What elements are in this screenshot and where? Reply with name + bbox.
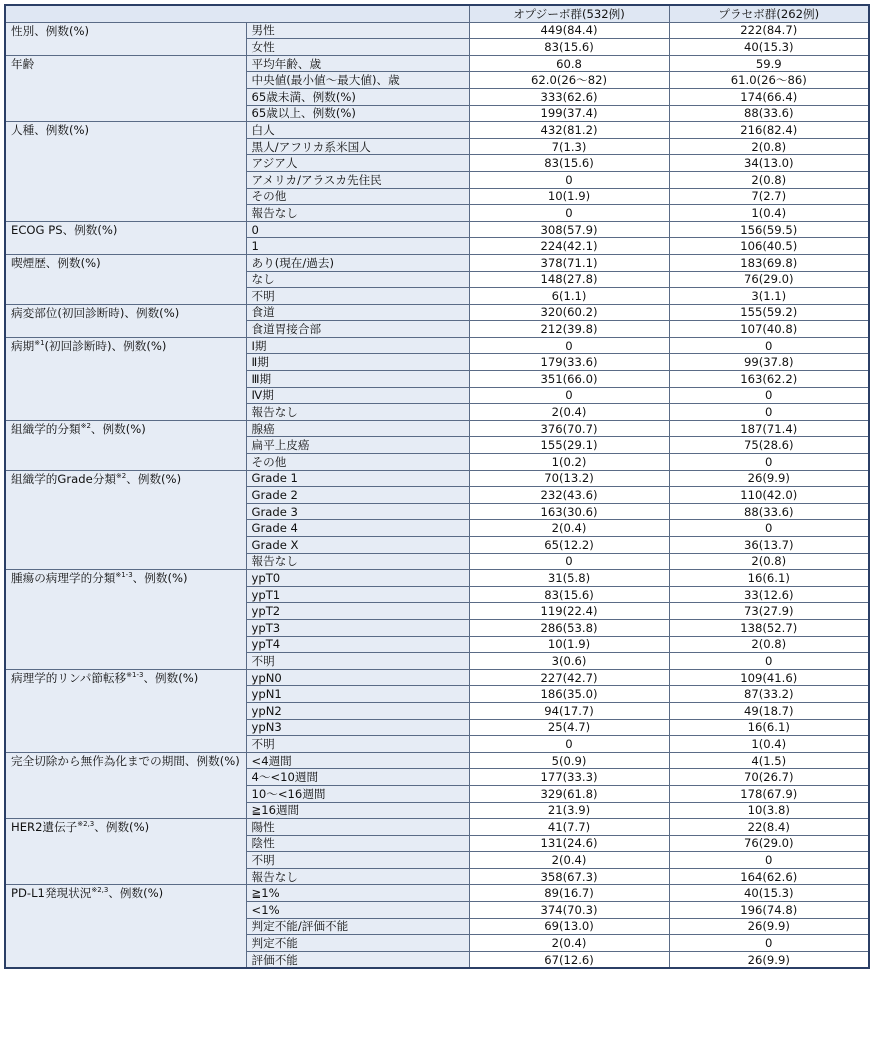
nivolumab-value: 432(81.2) — [469, 122, 669, 139]
subcategory-label: 報告なし — [246, 553, 469, 570]
nivolumab-value: 2(0.4) — [469, 852, 669, 869]
subcategory-label: 0 — [246, 221, 469, 238]
subcategory-label: Grade X — [246, 537, 469, 554]
category-label — [5, 254, 246, 304]
nivolumab-value: 0 — [469, 736, 669, 753]
placebo-value: 163(62.2) — [669, 371, 869, 388]
nivolumab-value: 60.8 — [469, 55, 669, 72]
category-label — [5, 470, 246, 570]
category-label — [5, 819, 246, 885]
category-label — [5, 570, 246, 670]
table-row — [5, 570, 869, 587]
subcategory-label: 白人 — [246, 122, 469, 139]
subcategory-label: 4〜<10週間 — [246, 769, 469, 786]
category-label-suffix: 、例数(%) — [143, 670, 199, 685]
placebo-value: 59.9 — [669, 55, 869, 72]
subcategory-label: なし — [246, 271, 469, 288]
footnote-marker: ※2 — [80, 421, 91, 430]
nivolumab-value: 329(61.8) — [469, 785, 669, 802]
category-label — [5, 885, 246, 968]
subcategory-label: Grade 4 — [246, 520, 469, 537]
nivolumab-value: 2(0.4) — [469, 520, 669, 537]
subcategory-label: 男性 — [246, 22, 469, 39]
subcategory-label: ypT2 — [246, 603, 469, 620]
category-label-text: 病理学的リンパ節転移 — [11, 670, 127, 685]
subcategory-label: ≧16週間 — [246, 802, 469, 819]
category-label-text: 病変部位(初回診断時)、例数(%) — [11, 305, 180, 320]
placebo-value: 2(0.8) — [669, 138, 869, 155]
subcategory-label: ypN3 — [246, 719, 469, 736]
placebo-value: 0 — [669, 454, 869, 471]
nivolumab-value: 41(7.7) — [469, 819, 669, 836]
subcategory-label: Grade 2 — [246, 487, 469, 504]
category-label — [5, 337, 246, 420]
placebo-value: 155(59.2) — [669, 304, 869, 321]
nivolumab-value: 199(37.4) — [469, 105, 669, 122]
nivolumab-value: 351(66.0) — [469, 371, 669, 388]
subcategory-label: 判定不能/評価不能 — [246, 918, 469, 935]
placebo-value: 87(33.2) — [669, 686, 869, 703]
table-row — [5, 254, 869, 271]
header-nivolumab-group: オプジーボ群(532例) — [469, 5, 669, 22]
subcategory-label: 扁平上皮癌 — [246, 437, 469, 454]
footnote-marker: ※2,3 — [77, 820, 95, 829]
subcategory-label: 評価不能 — [246, 951, 469, 968]
placebo-value: 222(84.7) — [669, 22, 869, 39]
placebo-value: 16(6.1) — [669, 570, 869, 587]
subcategory-label: 判定不能 — [246, 935, 469, 952]
subcategory-label: 腺癌 — [246, 420, 469, 437]
placebo-value: 76(29.0) — [669, 271, 869, 288]
nivolumab-value: 89(16.7) — [469, 885, 669, 902]
category-label-text: ECOG PS、例数(%) — [11, 222, 118, 237]
subcategory-label: 不明 — [246, 288, 469, 305]
footnote-marker: ※2 — [115, 471, 127, 480]
subcategory-label: 食道 — [246, 304, 469, 321]
nivolumab-value: 7(1.3) — [469, 138, 669, 155]
subcategory-label: アメリカ/アラスカ先住民 — [246, 171, 469, 188]
placebo-value: 164(62.6) — [669, 868, 869, 885]
placebo-value: 0 — [669, 852, 869, 869]
nivolumab-value: 6(1.1) — [469, 288, 669, 305]
placebo-value: 0 — [669, 387, 869, 404]
table-row — [5, 22, 869, 39]
category-label-text: 人種、例数(%) — [11, 123, 90, 138]
subcategory-label: あり(現在/過去) — [246, 254, 469, 271]
placebo-value: 49(18.7) — [669, 702, 869, 719]
category-label-text: 性別、例数(%) — [11, 23, 90, 38]
footnote-marker: ※1 — [34, 339, 45, 348]
placebo-value: 1(0.4) — [669, 736, 869, 753]
category-label — [5, 221, 246, 254]
nivolumab-value: 0 — [469, 553, 669, 570]
nivolumab-value: 177(33.3) — [469, 769, 669, 786]
subcategory-label: 陰性 — [246, 835, 469, 852]
header-placebo-group: プラセボ群(262例) — [669, 5, 869, 22]
nivolumab-value: 62.0(26〜82) — [469, 72, 669, 89]
table-row — [5, 55, 869, 72]
placebo-value: 36(13.7) — [669, 537, 869, 554]
placebo-value: 187(71.4) — [669, 420, 869, 437]
footnote-marker: ※2,3 — [91, 886, 109, 895]
nivolumab-value: 1(0.2) — [469, 454, 669, 471]
category-label-suffix: (初回診断時)、例数(%) — [44, 338, 167, 353]
category-label-suffix: 、例数(%) — [94, 820, 150, 835]
placebo-value: 3(1.1) — [669, 288, 869, 305]
nivolumab-value: 10(1.9) — [469, 188, 669, 205]
placebo-value: 70(26.7) — [669, 769, 869, 786]
category-label-text: 腫瘍の病理学的分類 — [11, 571, 116, 586]
placebo-value: 34(13.0) — [669, 155, 869, 172]
placebo-value: 10(3.8) — [669, 802, 869, 819]
placebo-value: 26(9.9) — [669, 951, 869, 968]
category-label — [5, 22, 246, 55]
table-row — [5, 221, 869, 238]
placebo-value: 138(52.7) — [669, 619, 869, 636]
nivolumab-value: 224(42.1) — [469, 238, 669, 255]
subcategory-label: ypN2 — [246, 702, 469, 719]
nivolumab-value: 374(70.3) — [469, 902, 669, 919]
placebo-value: 0 — [669, 520, 869, 537]
placebo-value: 0 — [669, 935, 869, 952]
nivolumab-value: 21(3.9) — [469, 802, 669, 819]
subcategory-label: Ⅱ期 — [246, 354, 469, 371]
subcategory-label: ypN1 — [246, 686, 469, 703]
nivolumab-value: 3(0.6) — [469, 653, 669, 670]
placebo-value: 33(12.6) — [669, 586, 869, 603]
category-label-suffix: 、例数(%) — [108, 886, 164, 901]
category-label-suffix: 、例数(%) — [90, 421, 146, 436]
nivolumab-value: 25(4.7) — [469, 719, 669, 736]
placebo-value: 40(15.3) — [669, 885, 869, 902]
nivolumab-value: 0 — [469, 205, 669, 222]
subcategory-label: Grade 1 — [246, 470, 469, 487]
placebo-value: 174(66.4) — [669, 88, 869, 105]
nivolumab-value: 0 — [469, 387, 669, 404]
nivolumab-value: 83(15.6) — [469, 39, 669, 56]
table-body — [5, 22, 869, 968]
placebo-value: 76(29.0) — [669, 835, 869, 852]
category-label — [5, 122, 246, 222]
subcategory-label: その他 — [246, 188, 469, 205]
nivolumab-value: 376(70.7) — [469, 420, 669, 437]
category-label-text: 組織学的Grade分類 — [11, 471, 116, 486]
category-label-suffix: 、例数(%) — [126, 471, 182, 486]
subcategory-label: Ⅰ期 — [246, 337, 469, 354]
header-row — [5, 5, 869, 22]
category-label — [5, 55, 246, 121]
category-label-text: 喫煙歴、例数(%) — [11, 255, 101, 270]
nivolumab-value: 131(24.6) — [469, 835, 669, 852]
nivolumab-value: 148(27.8) — [469, 271, 669, 288]
nivolumab-value: 378(71.1) — [469, 254, 669, 271]
subcategory-label: 報告なし — [246, 868, 469, 885]
nivolumab-value: 83(15.6) — [469, 586, 669, 603]
category-label-text: 病期 — [11, 338, 35, 353]
nivolumab-value: 65(12.2) — [469, 537, 669, 554]
subcategory-label: <4週間 — [246, 752, 469, 769]
subcategory-label: 不明 — [246, 653, 469, 670]
placebo-value: 0 — [669, 653, 869, 670]
category-label — [5, 420, 246, 470]
subcategory-label: ≧1% — [246, 885, 469, 902]
table-row — [5, 885, 869, 902]
header-blank-cell — [5, 5, 469, 22]
table-row — [5, 470, 869, 487]
nivolumab-value: 179(33.6) — [469, 354, 669, 371]
nivolumab-value: 186(35.0) — [469, 686, 669, 703]
nivolumab-value: 227(42.7) — [469, 669, 669, 686]
placebo-value: 26(9.9) — [669, 918, 869, 935]
nivolumab-value: 67(12.6) — [469, 951, 669, 968]
placebo-value: 88(33.6) — [669, 105, 869, 122]
placebo-value: 107(40.8) — [669, 321, 869, 338]
subcategory-label: Ⅳ期 — [246, 387, 469, 404]
subcategory-label: 1 — [246, 238, 469, 255]
placebo-value: 7(2.7) — [669, 188, 869, 205]
placebo-value: 88(33.6) — [669, 503, 869, 520]
subcategory-label: 黒人/アフリカ系米国人 — [246, 138, 469, 155]
placebo-value: 0 — [669, 337, 869, 354]
nivolumab-value: 69(13.0) — [469, 918, 669, 935]
placebo-value: 1(0.4) — [669, 205, 869, 222]
nivolumab-value: 320(60.2) — [469, 304, 669, 321]
subcategory-label: 65歳以上、例数(%) — [246, 105, 469, 122]
nivolumab-value: 70(13.2) — [469, 470, 669, 487]
table-row — [5, 337, 869, 354]
placebo-value: 99(37.8) — [669, 354, 869, 371]
placebo-value: 2(0.8) — [669, 636, 869, 653]
subcategory-label: 不明 — [246, 736, 469, 753]
category-label-text: 完全切除から無作為化までの期間、例数(%) — [11, 753, 240, 768]
placebo-value: 73(27.9) — [669, 603, 869, 620]
nivolumab-value: 333(62.6) — [469, 88, 669, 105]
nivolumab-value: 83(15.6) — [469, 155, 669, 172]
placebo-value: 110(42.0) — [669, 487, 869, 504]
nivolumab-value: 10(1.9) — [469, 636, 669, 653]
subcategory-label: 女性 — [246, 39, 469, 56]
category-label — [5, 669, 246, 752]
table-row — [5, 752, 869, 769]
subcategory-label: 食道胃接合部 — [246, 321, 469, 338]
subcategory-label: Ⅲ期 — [246, 371, 469, 388]
subcategory-label: Grade 3 — [246, 503, 469, 520]
nivolumab-value: 5(0.9) — [469, 752, 669, 769]
subcategory-label: 報告なし — [246, 205, 469, 222]
table-row — [5, 304, 869, 321]
subcategory-label: 10〜<16週間 — [246, 785, 469, 802]
subcategory-label: <1% — [246, 902, 469, 919]
subcategory-label: ypT1 — [246, 586, 469, 603]
placebo-value: 26(9.9) — [669, 470, 869, 487]
subcategory-label: ypN0 — [246, 669, 469, 686]
placebo-value: 4(1.5) — [669, 752, 869, 769]
nivolumab-value: 358(67.3) — [469, 868, 669, 885]
subcategory-label: 中央値(最小値〜最大値)、歳 — [246, 72, 469, 89]
placebo-value: 156(59.5) — [669, 221, 869, 238]
subcategory-label: その他 — [246, 454, 469, 471]
table-row — [5, 122, 869, 139]
placebo-value: 183(69.8) — [669, 254, 869, 271]
placebo-value: 40(15.3) — [669, 39, 869, 56]
nivolumab-value: 2(0.4) — [469, 404, 669, 421]
nivolumab-value: 0 — [469, 337, 669, 354]
nivolumab-value: 155(29.1) — [469, 437, 669, 454]
nivolumab-value: 94(17.7) — [469, 702, 669, 719]
placebo-value: 109(41.6) — [669, 669, 869, 686]
nivolumab-value: 119(22.4) — [469, 603, 669, 620]
category-label-suffix: 、例数(%) — [132, 571, 188, 586]
table-row — [5, 669, 869, 686]
category-label-text: 年齢 — [11, 56, 35, 71]
subcategory-label: 不明 — [246, 852, 469, 869]
subcategory-label: ypT0 — [246, 570, 469, 587]
placebo-value: 75(28.6) — [669, 437, 869, 454]
placebo-value: 2(0.8) — [669, 171, 869, 188]
table-row — [5, 420, 869, 437]
placebo-value: 61.0(26〜86) — [669, 72, 869, 89]
subcategory-label: 報告なし — [246, 404, 469, 421]
placebo-value: 22(8.4) — [669, 819, 869, 836]
subcategory-label: 65歳未満、例数(%) — [246, 88, 469, 105]
category-label — [5, 752, 246, 818]
subcategory-label: ypT4 — [246, 636, 469, 653]
placebo-value: 216(82.4) — [669, 122, 869, 139]
nivolumab-value: 31(5.8) — [469, 570, 669, 587]
nivolumab-value: 212(39.8) — [469, 321, 669, 338]
subcategory-label: アジア人 — [246, 155, 469, 172]
nivolumab-value: 232(43.6) — [469, 487, 669, 504]
category-label-text: PD-L1発現状況 — [11, 886, 92, 901]
subcategory-label: 平均年齢、歳 — [246, 55, 469, 72]
placebo-value: 178(67.9) — [669, 785, 869, 802]
nivolumab-value: 0 — [469, 171, 669, 188]
nivolumab-value: 449(84.4) — [469, 22, 669, 39]
nivolumab-value: 308(57.9) — [469, 221, 669, 238]
category-label-text: HER2遺伝子 — [11, 820, 78, 835]
footnote-marker: ※1-3 — [126, 670, 144, 679]
baseline-characteristics-table — [4, 4, 870, 969]
subcategory-label: 陽性 — [246, 819, 469, 836]
subcategory-label: ypT3 — [246, 619, 469, 636]
footnote-marker: ※1-3 — [115, 571, 133, 580]
placebo-value: 0 — [669, 404, 869, 421]
baseline-characteristics-table-wrapper — [4, 4, 868, 969]
table-row — [5, 819, 869, 836]
category-label-text: 組織学的分類 — [11, 421, 81, 436]
nivolumab-value: 2(0.4) — [469, 935, 669, 952]
placebo-value: 16(6.1) — [669, 719, 869, 736]
nivolumab-value: 163(30.6) — [469, 503, 669, 520]
category-label — [5, 304, 246, 337]
placebo-value: 196(74.8) — [669, 902, 869, 919]
nivolumab-value: 286(53.8) — [469, 619, 669, 636]
placebo-value: 106(40.5) — [669, 238, 869, 255]
placebo-value: 2(0.8) — [669, 553, 869, 570]
